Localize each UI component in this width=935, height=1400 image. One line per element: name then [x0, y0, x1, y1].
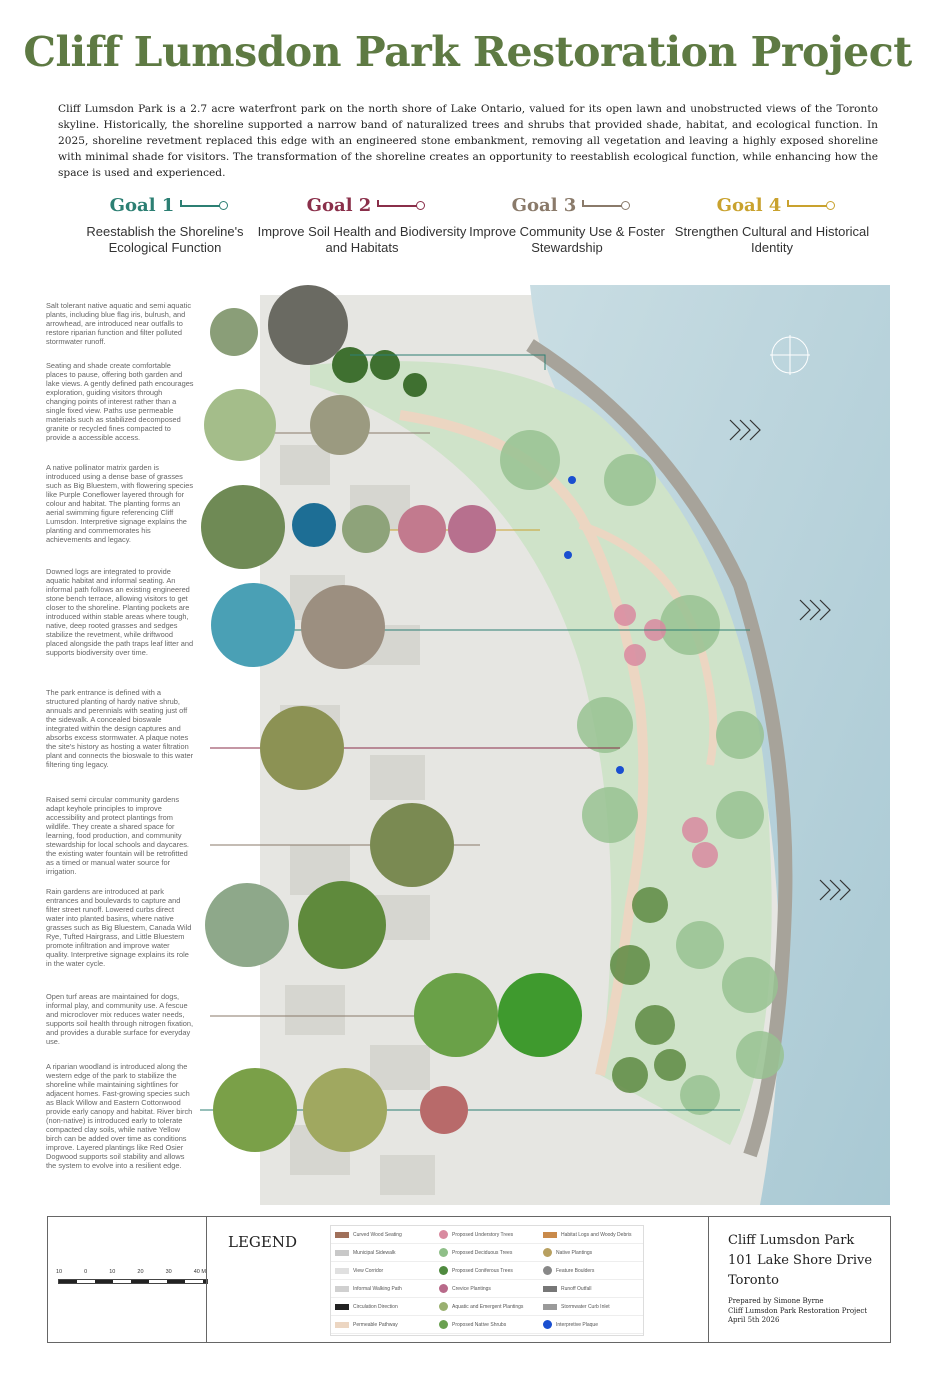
note-open-turf: Open turf areas are maintained for dogs, informal play, and community use. A fescue and microclover mix reduces water needs, supports soil health through nitrogen fixation, and provides a durable surface for everyday use. [46, 992, 194, 1046]
legend-label: Curved Wood Seating [353, 1231, 402, 1238]
legend-item [539, 1298, 643, 1316]
author: Prepared by Simone Byrne [728, 1297, 824, 1305]
goal-1-text: Reestablish the Shoreline's Ecological Function [86, 224, 244, 255]
scale-bar-graphic [58, 1279, 208, 1284]
legend-title-block [47, 1216, 891, 1343]
goal-3 [462, 195, 672, 256]
legend-item [435, 1316, 539, 1334]
legend-swatch-icon [335, 1304, 349, 1310]
scale-label: 40 M [193, 1269, 206, 1275]
note-rain-gardens: Rain gardens are introduced at park entrances and boulevards to capture and filter street runoff. Lowered curbs direct water into planted basins, where native grasses such as Big Bluestem, Canada Wild Rye, Tufted Hairgrass, and Little Bluestem promote infiltration and improve water quality. Interpretive signage explains its role in the water cycle. [46, 887, 192, 968]
goal-1-connector-icon [180, 205, 220, 207]
legend-swatch-icon [543, 1320, 552, 1329]
legend-swatch-icon [335, 1250, 349, 1256]
date: April 5th 2026 [728, 1316, 780, 1324]
legend-item [331, 1298, 435, 1316]
legend-swatch-icon [439, 1302, 448, 1311]
scale-label: 10 [56, 1269, 63, 1275]
legend-item [435, 1226, 539, 1244]
legend-label: Feature Boulders [556, 1267, 595, 1274]
goal-4-text: Strengthen Cultural and Historical Identity [674, 224, 870, 255]
legend-swatch-icon [439, 1320, 448, 1329]
legend-item [331, 1226, 435, 1244]
legend-item [435, 1280, 539, 1298]
project-name: Cliff Lumsdon Park Restoration Project [728, 1306, 868, 1315]
scale-label: 0 [84, 1269, 88, 1275]
legend-swatch-icon [543, 1232, 557, 1238]
note-riparian-woodland: A riparian woodland is introduced along the western edge of the park to stabilize the shoreline while maintaining sightlines for adjacent homes. Fast-growing species such as Black Willow and Eastern Cottonwood provide early canopy and habitat. River birch (non-native) is introduced early to tolerate compacted clay soils, while native Yellow birch can be added over time as conditions improve. Layered plantings like Red Osier Dogwood supports soil stability and allows the system to evolve into a resilient edge. [46, 1062, 193, 1170]
prepared-by [728, 1297, 867, 1326]
legend-label: Aquatic and Emergent Plantings [452, 1303, 524, 1310]
goal-3-connector-icon [582, 205, 622, 207]
scale-label: 10 [109, 1269, 116, 1275]
legend-item [435, 1262, 539, 1280]
legend-label: Proposed Coniferous Trees [452, 1267, 513, 1274]
legend-swatch-icon [335, 1286, 349, 1292]
legend-item [331, 1244, 435, 1262]
note-community-gardens: Raised semi circular community gardens adapt keyhole principles to improve accessibility and protect plantings from wildlife. They create a shared space for learning, food production, and community stewardship for local schools and daycares. the existing water fountain will be retrofitted as a timed or manual water source for irrigation. [46, 795, 189, 876]
note-downed-logs: Downed logs are integrated to provide aquatic habitat and informal seating. An informal path follows an existing engineered stone bench terrace, allowing visitors to get closer to the shoreline. Planting pockets are introduced within stable areas where tough, native, deep rooted grasses and sedges stabilize the revetment, while driftwood placed alongside the path traps leaf litter and supports biodiversity over time. [46, 567, 194, 657]
note-seating-shade: Seating and shade create comfortable places to pause, offering both garden and lake views. A gently defined path encourages exploration, guiding visitors through changing points of interest rather than a single fixed view. Paths use permeable materials such as stabilized decomposed granite or recycled fines compacted to provide a accessible access. [46, 361, 194, 442]
note-aquatic-plants: Salt tolerant native aquatic and semi aquatic plants, including blue flag iris, bulrush, and arrowhead, are introduced near outfalls to restore riparian function and filter polluted stormwater runoff. [46, 301, 192, 346]
legend-swatch-icon [439, 1230, 448, 1239]
goal-3-text: Improve Community Use & Foster Stewardship [469, 224, 665, 255]
legend-swatch-icon [439, 1248, 448, 1257]
goal-2-text: Improve Soil Health and Biodiversity and Habitats [257, 224, 467, 255]
goal-4 [667, 195, 877, 256]
legend-label: Proposed Deciduous Trees [452, 1249, 513, 1256]
legend-swatch-icon [439, 1266, 448, 1275]
legend-label: Habitat Logs and Woody Debris [561, 1231, 632, 1238]
goal-1 [60, 195, 270, 256]
legend-swatch-icon [335, 1268, 349, 1274]
site-street: 101 Lake Shore Drive [728, 1253, 873, 1268]
legend-label: Permeable Pathway [353, 1321, 398, 1328]
site-name: Cliff Lumsdon Park [728, 1233, 855, 1248]
legend-item [539, 1226, 643, 1244]
scale-label: 30 [165, 1269, 172, 1275]
legend-item [331, 1316, 435, 1334]
site-plan-map [200, 285, 890, 1205]
site-city: Toronto [728, 1273, 779, 1288]
legend-items [330, 1225, 644, 1336]
goal-2 [257, 195, 467, 256]
legend-item [539, 1244, 643, 1262]
poster-title: Cliff Lumsdon Park Restoration Project [23, 28, 912, 76]
legend-label: Stormwater Curb Inlet [561, 1303, 610, 1310]
goal-4-connector-icon [787, 205, 827, 207]
legend-item [435, 1244, 539, 1262]
legend-label: Interpretive Plaque [556, 1321, 598, 1328]
goal-3-label: Goal 3 [511, 195, 577, 216]
legend-swatch-icon [543, 1248, 552, 1257]
legend-item [539, 1280, 643, 1298]
legend-label: Runoff Outfall [561, 1285, 592, 1292]
goal-2-connector-icon [377, 205, 417, 207]
legend-item [539, 1316, 643, 1334]
legend-swatch-icon [543, 1266, 552, 1275]
legend-item [331, 1262, 435, 1280]
legend-swatch-icon [335, 1322, 349, 1328]
goal-4-label: Goal 4 [716, 195, 782, 216]
legend-label: Crevice Plantings [452, 1285, 491, 1292]
legend-item [331, 1280, 435, 1298]
legend-label: View Corridor [353, 1267, 384, 1274]
legend-label: Proposed Understory Trees [452, 1231, 514, 1238]
site-address [728, 1231, 872, 1291]
note-pollinator-garden: A native pollinator matrix garden is introduced using a dense base of grasses such as Big Bluestem, with flowering species like Purple Coneflower layered through for colour and habitat. The planting forms an aerial swimming figure referencing Cliff Lumsdon. Interpretive signage explains the planting and commemorates his achievements and legacy. [46, 463, 194, 544]
note-park-entrance: The park entrance is defined with a structured planting of hardy native shrub, annuals and perennials with seating just off the sidewalk. A concealed bioswale integrated within the design captures and absorbs excess stormwater. A plaque notes the site's history as hosting a water filtration plant and connects the bioswale to this water filtering ting legacy. [46, 688, 194, 769]
scale-label: 20 [137, 1269, 144, 1275]
legend-label: Proposed Native Shrubs [452, 1321, 507, 1328]
goal-2-label: Goal 2 [306, 195, 372, 216]
intro-paragraph: Cliff Lumsdon Park is a 2.7 acre waterfront park on the north shore of Lake Ontario, valued for its open lawn and unobstructed views of the Toronto skyline. Historically, the shoreline supported a narrow band of naturalized trees and shrubs that provided shade, habitat, and ecological function. In 2025, shoreline revetment replaced this edge with an engineered stone embankment, removing all vegetation and leaving a highly exposed shoreline with minimal shade for visitors. The transformation of the shoreline creates an opportunity to reestablish ecological function, while enhancing how the space is used and experienced. [58, 103, 878, 179]
legend-swatch-icon [439, 1284, 448, 1293]
legend-swatch-icon [543, 1286, 557, 1292]
legend-label: Circulation Direction [353, 1303, 398, 1310]
legend-label: Native Plantings [556, 1249, 593, 1256]
legend-heading: LEGEND [228, 1233, 297, 1251]
goal-1-label: Goal 1 [109, 195, 175, 216]
legend-swatch-icon [335, 1232, 349, 1238]
legend-item [539, 1262, 643, 1280]
legend-label: Municipal Sidewalk [353, 1249, 396, 1256]
legend-label: Informal Walking Path [353, 1285, 402, 1292]
legend-swatch-icon [543, 1304, 557, 1310]
legend-item [435, 1298, 539, 1316]
